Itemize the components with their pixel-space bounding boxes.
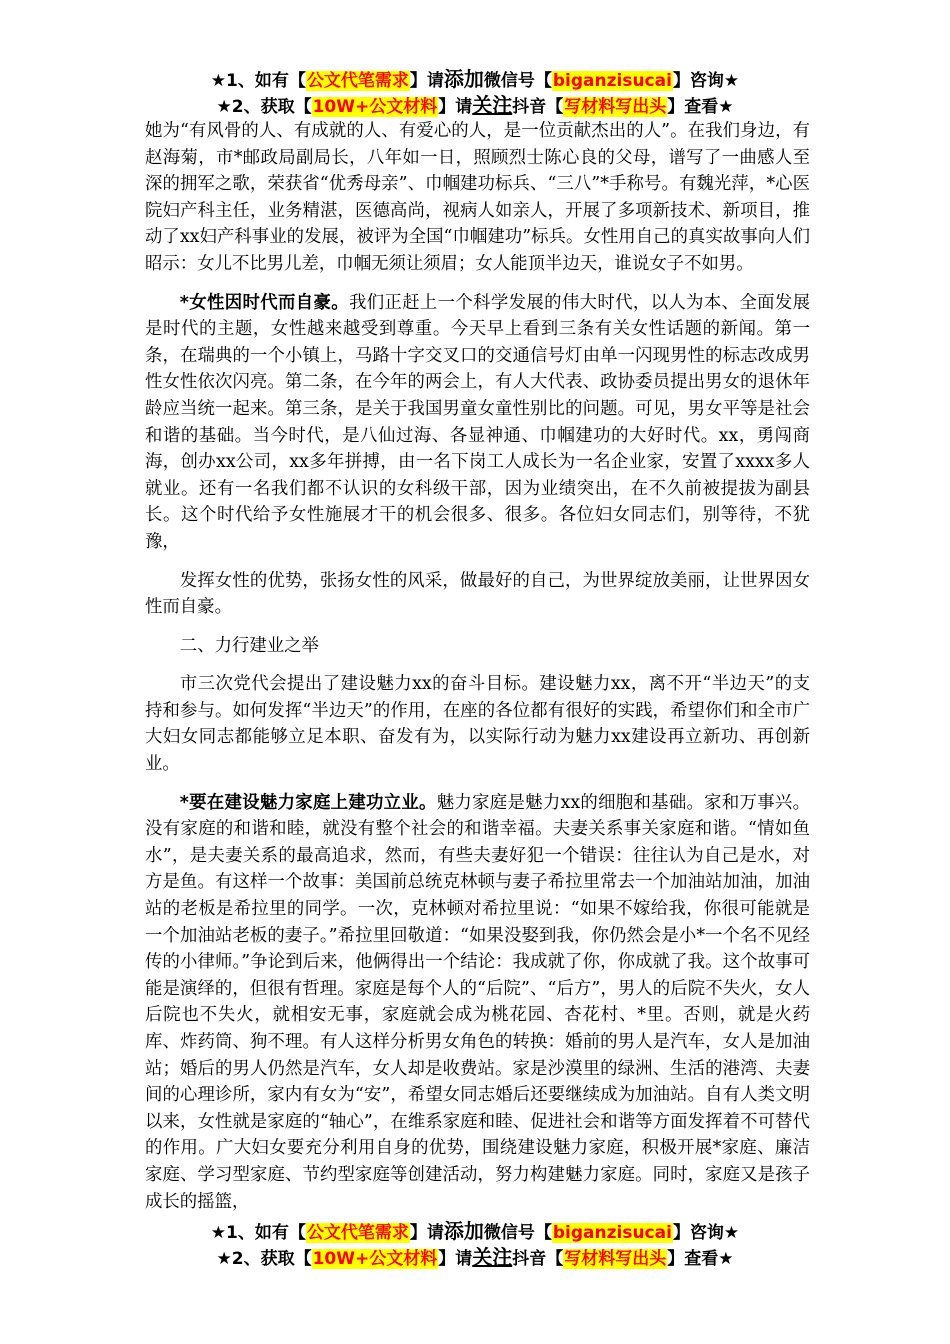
paragraph-lead: *要在建设魅力家庭上建功立业。 bbox=[179, 792, 437, 813]
banner-text: 】查看★ bbox=[667, 97, 734, 117]
banner-line-2 bbox=[0, 1244, 950, 1270]
bottom-banner bbox=[0, 1218, 950, 1270]
banner-text: 】咨询★ bbox=[672, 1223, 740, 1243]
banner-highlight: 10W+公文材料 bbox=[312, 1249, 438, 1269]
banner-douyin-id: 写材料写出头 bbox=[564, 1249, 667, 1269]
paragraph-lead: *女性因时代而自豪。 bbox=[179, 292, 349, 313]
paragraph-text: 我们正赶上一个科学发展的伟大时代，以人为本、全面发展是时代的主题，女性越来越受到尊重。今天早上看到三条有关女性话题的新闻。第一条，在瑞典的一个小镇上，马路十字交叉口的交通信号灯由单一闪现男性的标志改成男性女性依次闪亮。第二条，在今年的两会上，有人大代表、政协委员提出男女的退休年龄应当统一起来。第三条，是关于我国男童女童性别比的问题。可见，男女平等是社会和谐的基础。当今时代，是八仙过海、各显神通、巾帼建功的大好时代。xx，勇闯商海，创办xx公司，xx多年拼搏，由一名下岗工人成长为一名企业家，安置了xxxx多人就业。还有一名我们都不认识的女科级干部，因为业绩突出，在不久前被提拔为副县长。这个时代给予女性施展才干的机会很多、很多。各位妇女同志们，别等待，不犹豫， bbox=[145, 292, 810, 552]
banner-text: 抖音【 bbox=[512, 97, 564, 117]
paragraph bbox=[145, 290, 810, 556]
paragraph-text: 魅力家庭是魅力xx的细胞和基础。家和万事兴。没有家庭的和谐和睦，就没有整个社会的和谐幸福。夫妻关系事关家庭和谐。“情如鱼水”，是夫妻关系的最高追求，然而，有些夫妻好犯一个错误：往往认为自己是水，对方是鱼。有这样一个故事：美国前总统克林顿与妻子希拉里常去一个加油站加油，加油站的老板是希拉里的同学。一次，克林顿对希拉里说：“如果不嫁给我，你很可能就是一个加油站老板的妻子。”希拉里回敬道：“如果没娶到我，你仍然会是小*一个名不见经传的小律师。”争论到后来，他俩得出一个结论：我成就了你，你成就了我。这个故事可能是演绎的，但很有哲理。家庭是每个人的“后院”、“后方”，男人的后院不失火，女人后院也不失火，就相安无事，家庭就会成为桃花园、杏花村、*里。否则，就是火药库、炸药筒、狗不理。有人这样分析男女角色的转换：婚前的男人是汽车，女人是加油站；婚后的男人仍然是汽车，女人却是收费站。家是沙漠里的绿洲、生活的港湾、夫妻间的心理诊所，家内有女为“安”，希望女同志婚后还要继续成为加油站。自有人类文明以来，女性就是家庭的“轴心”，在维系家庭和睦、促进社会和谐等方面发挥着不可替代的作用。广大妇女要充分利用自身的优势，围绕建设魅力家庭，积极开展*家庭、廉洁家庭、学习型家庭、节约型家庭等创建活动，努力构建魅力家庭。同时，家庭又是孩子成长的摇篮， bbox=[145, 792, 810, 1212]
banner-douyin-id: 写材料写出头 bbox=[564, 97, 667, 117]
banner-line-1 bbox=[0, 1218, 950, 1244]
banner-emphasis: 添加 bbox=[443, 67, 484, 91]
banner-wechat-id: biganzisucai bbox=[552, 1223, 672, 1243]
banner-text: 】咨询★ bbox=[672, 71, 740, 91]
banner-highlight: 公文代笔需求 bbox=[306, 1223, 409, 1243]
banner-text: 微信号【 bbox=[483, 1223, 552, 1243]
banner-text: ★1、如有【 bbox=[210, 71, 306, 91]
banner-text: 抖音【 bbox=[512, 1249, 564, 1269]
paragraph: 发挥女性的优势，张扬女性的风采，做最好的自己，为世界绽放美丽，让世界因女性而自豪。 bbox=[145, 570, 810, 618]
banner-emphasis: 添加 bbox=[443, 1219, 484, 1243]
banner-text: 】请 bbox=[409, 1223, 444, 1243]
banner-text: 】请 bbox=[438, 1249, 473, 1269]
paragraph bbox=[145, 790, 810, 1216]
top-banner bbox=[0, 66, 950, 118]
banner-wechat-id: biganzisucai bbox=[552, 71, 672, 91]
section-heading: 二、力行建业之举 bbox=[179, 635, 319, 656]
document-body bbox=[145, 118, 810, 1227]
banner-emphasis: 关注 bbox=[472, 93, 513, 117]
banner-emphasis: 关注 bbox=[472, 1245, 513, 1269]
banner-text: ★2、获取【 bbox=[216, 1249, 312, 1269]
banner-text: 】请 bbox=[409, 71, 444, 91]
banner-text: ★2、获取【 bbox=[216, 97, 312, 117]
banner-text: 微信号【 bbox=[483, 71, 552, 91]
paragraph: 她为“有风骨的人、有成就的人、有爱心的人，是一位贡献杰出的人”。在我们身边，有赵海菊，市*邮政局副局长，八年如一日，照顾烈士陈心良的父母，谱写了一曲感人至深的拥军之歌，荣获省“优秀母亲”、巾帼建功标兵、“三八”*手称号。有魏光萍，*心医院妇产科主任，业务精湛，医德高尚，视病人如亲人，开展了多项新技术、新项目，推动了xx妇产科事业的发展，被评为全国“巾帼建功”标兵。女性用自己的真实故事向人们昭示：女儿不比男儿差，巾帼无须让须眉；女人能顶半边天，谁说女子不如男。 bbox=[145, 121, 810, 274]
banner-text: ★1、如有【 bbox=[210, 1223, 306, 1243]
paragraph: 市三次党代会提出了建设魅力xx的奋斗目标。建设魅力xx，离不开“半边天”的支持和参与。如何发挥“半边天”的作用，在座的各位都有很好的实践，希望你们和全市广大妇女同志都能够立足本职、奋发有为，以实际行动为魅力xx建设再立新功、再创新业。 bbox=[145, 674, 810, 775]
banner-line-1 bbox=[0, 66, 950, 92]
banner-highlight: 10W+公文材料 bbox=[312, 97, 438, 117]
banner-text: 】请 bbox=[438, 97, 473, 117]
banner-line-2 bbox=[0, 92, 950, 118]
banner-text: 】查看★ bbox=[667, 1249, 734, 1269]
banner-highlight: 公文代笔需求 bbox=[306, 71, 409, 91]
